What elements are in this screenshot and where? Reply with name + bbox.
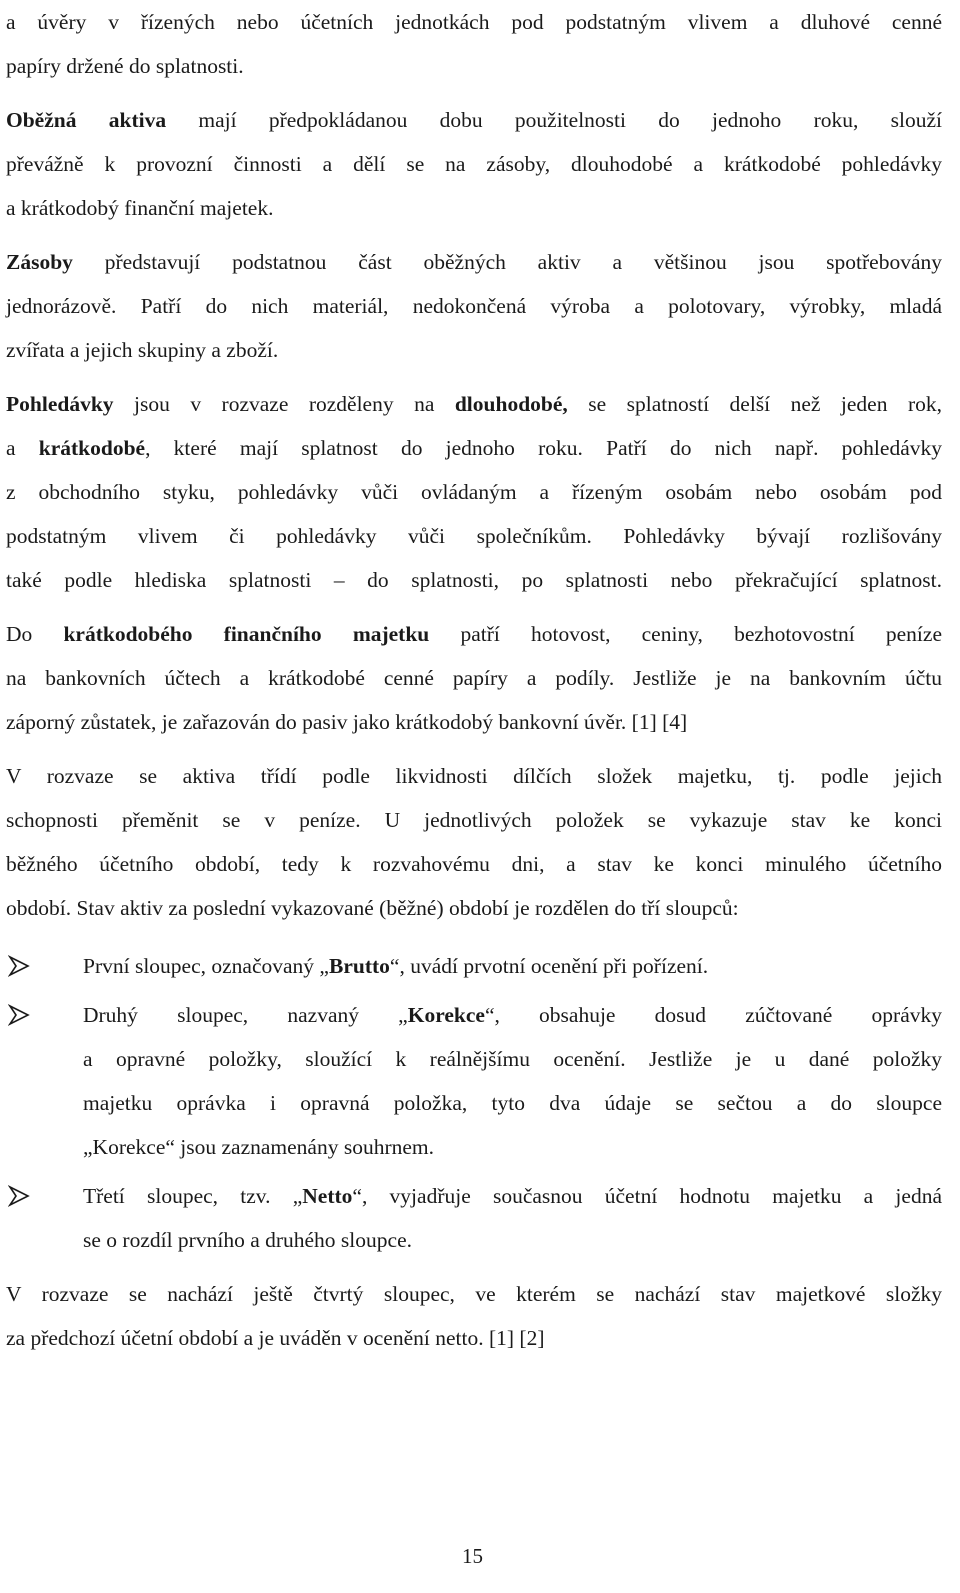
list-item <box>6 993 942 1169</box>
arrow-bullet-icon <box>8 1185 30 1207</box>
list-item <box>6 944 942 988</box>
text-line: a krátkodobý finanční majetek. <box>6 196 274 220</box>
text-line: majetku oprávka i opravná položka, tyto dva údaje se sečtou a do sloupce <box>83 1091 942 1115</box>
text-line: a úvěry v řízených nebo účetních jednotkách pod podstatným vlivem a dluhové cenné <box>6 10 942 34</box>
term-kratkodoby-financni-majetek: krátkodobého finančního majetku <box>63 622 430 646</box>
text-line: a opravné položky, sloužící k reálnějšímu ocenění. Jestliže je u dané položky <box>83 1047 942 1071</box>
term-dlouhodobe: dlouhodobé, <box>454 392 568 416</box>
list-item <box>6 1174 942 1262</box>
paragraph-ctvrty-sloupec <box>6 1272 942 1360</box>
text-line: běžného účetního období, tedy k rozvahovému dni, a stav ke konci minulého účetního <box>6 852 942 876</box>
text-line <box>6 98 942 142</box>
text-line: jednorázově. Patří do nich materiál, nedokončená výroba a polotovary, výrobky, mladá <box>6 294 942 318</box>
text-line: převážně k provozní činnosti a dělí se na zásoby, dlouhodobé a krátkodobé pohledávky <box>6 152 942 176</box>
text-fragment: “, vyjadřuje současnou účetní hodnotu majetku a jedná <box>352 1184 942 1208</box>
arrow-bullet-icon <box>8 1004 30 1026</box>
text-line: záporný zůstatek, je zařazován do pasiv jako krátkodobý bankovní úvěr. [1] [4] <box>6 710 688 734</box>
text-line <box>6 426 942 470</box>
text-line: schopnosti přeměnit se v peníze. U jednotlivých položek se vykazuje stav ke konci <box>6 808 942 832</box>
text-line <box>83 1174 942 1218</box>
text-line: V rozvaze se nachází ještě čtvrtý sloupec, ve kterém se nachází stav majetkové složky <box>6 1282 942 1306</box>
text-line: V rozvaze se aktiva třídí podle likvidnosti dílčích složek majetku, tj. podle jejich <box>6 764 942 788</box>
text-line: za předchozí účetní období a je uváděn v ocenění netto. [1] [2] <box>6 1326 545 1350</box>
paragraph-financni-majetek <box>6 612 942 744</box>
text-line: období. Stav aktiv za poslední vykazované (běžné) období je rozdělen do tří sloupců: <box>6 896 739 920</box>
page-number: 15 <box>462 1544 483 1568</box>
term-obezna-aktiva: Oběžná aktiva <box>6 108 167 132</box>
text-line: „Korekce“ jsou zaznamenány souhrnem. <box>83 1135 435 1159</box>
text-fragment: “, uvádí prvotní ocenění při pořízení. <box>389 954 709 978</box>
text-line: se o rozdíl prvního a druhého sloupce. <box>83 1228 412 1252</box>
text-fragment: První sloupec, označovaný „ <box>83 954 329 978</box>
arrow-bullet-icon <box>8 955 30 977</box>
text-line <box>83 944 942 988</box>
text-line: zvířata a jejich skupiny a zboží. <box>6 338 279 362</box>
text-fragment: Do <box>6 622 64 646</box>
text-fragment: se splatností delší než jeden rok, <box>567 392 942 416</box>
document-page <box>6 0 942 1360</box>
term-kratkodobe: krátkodobé <box>38 436 146 460</box>
text-line: podstatným vlivem či pohledávky vůči společníkům. Pohledávky bývají rozlišovány <box>6 524 942 548</box>
text-fragment: představují podstatnou část oběžných aktiv a většinou jsou spotřebovány <box>72 250 942 274</box>
term-netto: Netto <box>302 1184 353 1208</box>
text-fragment: Druhý sloupec, nazvaný „ <box>83 1003 408 1027</box>
term-zasoby: Zásoby <box>6 250 73 274</box>
text-fragment: a <box>6 436 39 460</box>
paragraph-intro <box>6 0 942 88</box>
text-line: také podle hlediska splatnosti – do splatnosti, po splatnosti nebo překračující splatnost. <box>6 568 942 592</box>
text-line <box>83 993 942 1037</box>
text-fragment: mají předpokládanou dobu použitelnosti do jednoho roku, slouží <box>166 108 942 132</box>
column-list <box>6 944 942 1262</box>
paragraph-razeni-aktiv <box>6 754 942 930</box>
text-fragment: patří hotovost, ceniny, bezhotovostní peníze <box>429 622 942 646</box>
paragraph-obezna-aktiva <box>6 98 942 230</box>
text-line <box>6 382 942 426</box>
term-pohledavky: Pohledávky <box>6 392 114 416</box>
text-line: z obchodního styku, pohledávky vůči ovládaným a řízeným osobám nebo osobám pod <box>6 480 942 504</box>
text-line <box>6 240 942 284</box>
text-fragment: jsou v rozvaze rozděleny na <box>113 392 455 416</box>
text-line: na bankovních účtech a krátkodobé cenné papíry a podíly. Jestliže je na bankovním účtu <box>6 666 942 690</box>
text-line <box>6 612 942 656</box>
text-line: papíry držené do splatnosti. <box>6 54 244 78</box>
paragraph-zasoby <box>6 240 942 372</box>
paragraph-pohledavky <box>6 382 942 602</box>
term-brutto: Brutto <box>328 954 390 978</box>
text-fragment: , které mají splatnost do jednoho roku. Patří do nich např. pohledávky <box>145 436 942 460</box>
text-fragment: “, obsahuje dosud zúčtované oprávky <box>484 1003 942 1027</box>
term-korekce: Korekce <box>407 1003 485 1027</box>
text-fragment: Třetí sloupec, tzv. „ <box>83 1184 303 1208</box>
